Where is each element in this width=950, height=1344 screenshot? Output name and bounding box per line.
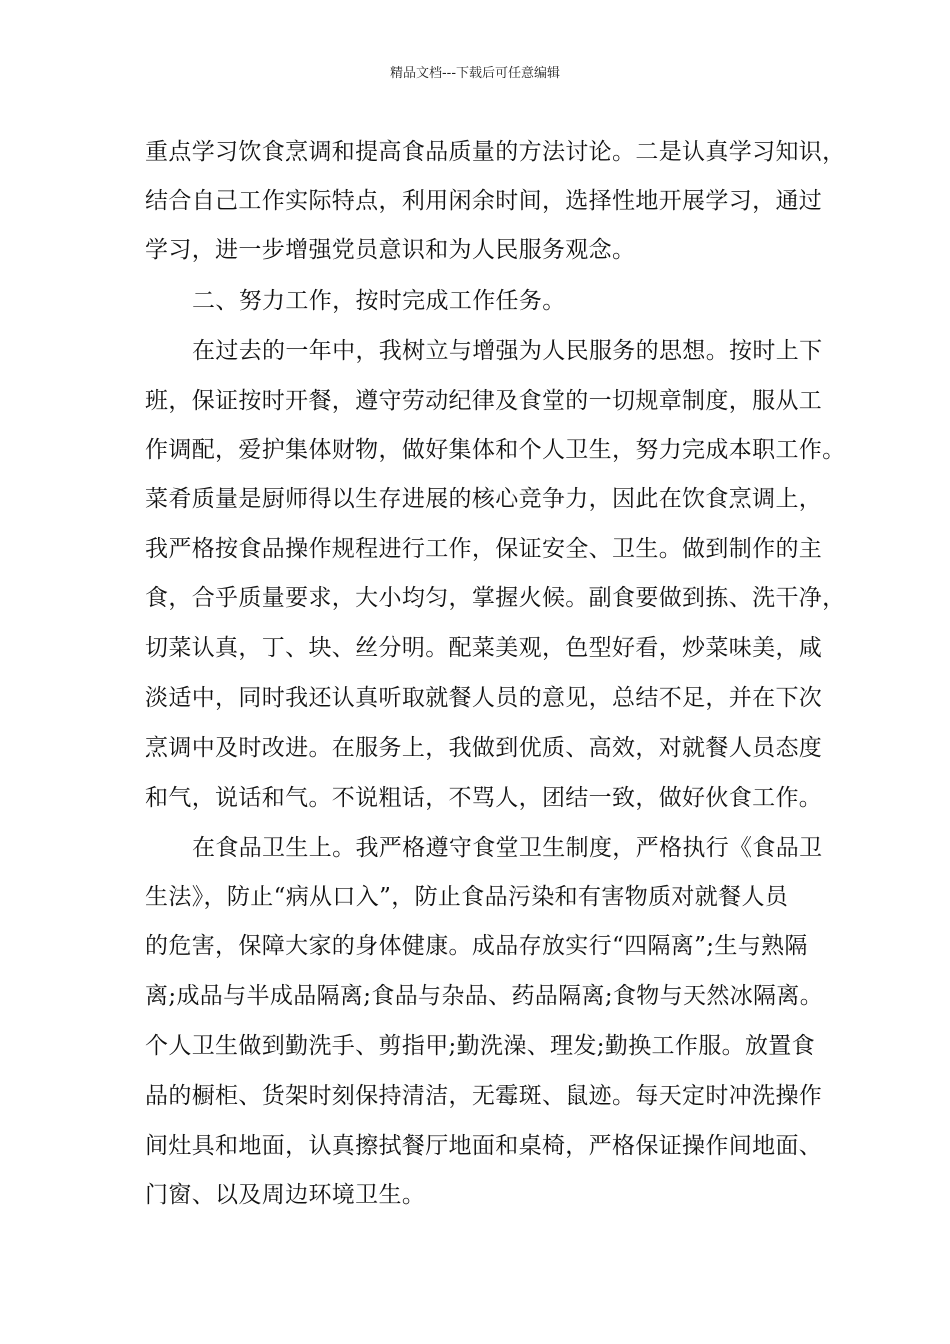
text-line: 烹调中及时改进。在服务上，我做到优质、高效，对就餐人员态度 (145, 735, 823, 761)
text-line: 我严格按食品操作规程进行工作，保证安全、卫生。做到制作的主 (145, 536, 823, 562)
text-line: 个人卫生做到勤洗手、剪指甲;勤洗澡、理发;勤换工作服。放置食 (145, 1033, 815, 1059)
text-line: 作调配，爱护集体财物，做好集体和个人卫生，努力完成本职工作。 (145, 437, 846, 463)
text-line: 生法》，防止“病从口入”，防止食品污染和有害物质对就餐人员 (145, 884, 789, 910)
text-line: 品的橱柜、货架时刻保持清洁，无霉斑、鼠迹。每天定时冲洗操作 (145, 1083, 823, 1109)
page-header: 精品文档---下载后可任意编辑 (389, 66, 561, 81)
text-line: 离;成品与半成品隔离;食品与杂品、药品隔离;食物与天然冰隔离。 (145, 983, 824, 1009)
section-heading: 二、努力工作，按时完成工作任务。 (192, 288, 566, 314)
text-line: 菜肴质量是厨师得以生存进展的核心竞争力，因此在饮食烹调上， (145, 486, 823, 512)
text-line: 和气，说话和气。不说粗话，不骂人，团结一致，做好伙食工作。 (145, 785, 823, 811)
text-line: 间灶具和地面，认真擦拭餐厅地面和桌椅，严格保证操作间地面、 (145, 1133, 823, 1159)
text-line: 门窗、以及周边环境卫生。 (145, 1182, 426, 1208)
text-line: 在食品卫生上。我严格遵守食堂卫生制度，严格执行《食品卫 (192, 835, 823, 861)
text-line: 重点学习饮食烹调和提高食品质量的方法讨论。二是认真学习知识， (145, 139, 846, 165)
text-line: 淡适中，同时我还认真听取就餐人员的意见，总结不足，并在下次 (145, 685, 823, 711)
text-line: 结合自己工作实际特点，利用闲余时间，选择性地开展学习，通过 (145, 188, 823, 214)
text-line: 学习，进一步增强党员意识和为人民服务观念。 (145, 237, 636, 263)
text-line: 食，合乎质量要求，大小均匀，掌握火候。副食要做到拣、洗干净， (145, 585, 846, 611)
text-line: 班，保证按时开餐，遵守劳动纪律及食堂的一切规章制度，服从工 (145, 388, 823, 414)
text-line: 的危害，保障大家的身体健康。成品存放实行“四隔离”;生与熟隔 (145, 933, 808, 959)
text-line: 在过去的一年中，我树立与增强为人民服务的思想。按时上下 (192, 338, 823, 364)
text-line: 切菜认真，丁、块、丝分明。配菜美观，色型好看，炒菜味美，咸 (145, 635, 823, 661)
